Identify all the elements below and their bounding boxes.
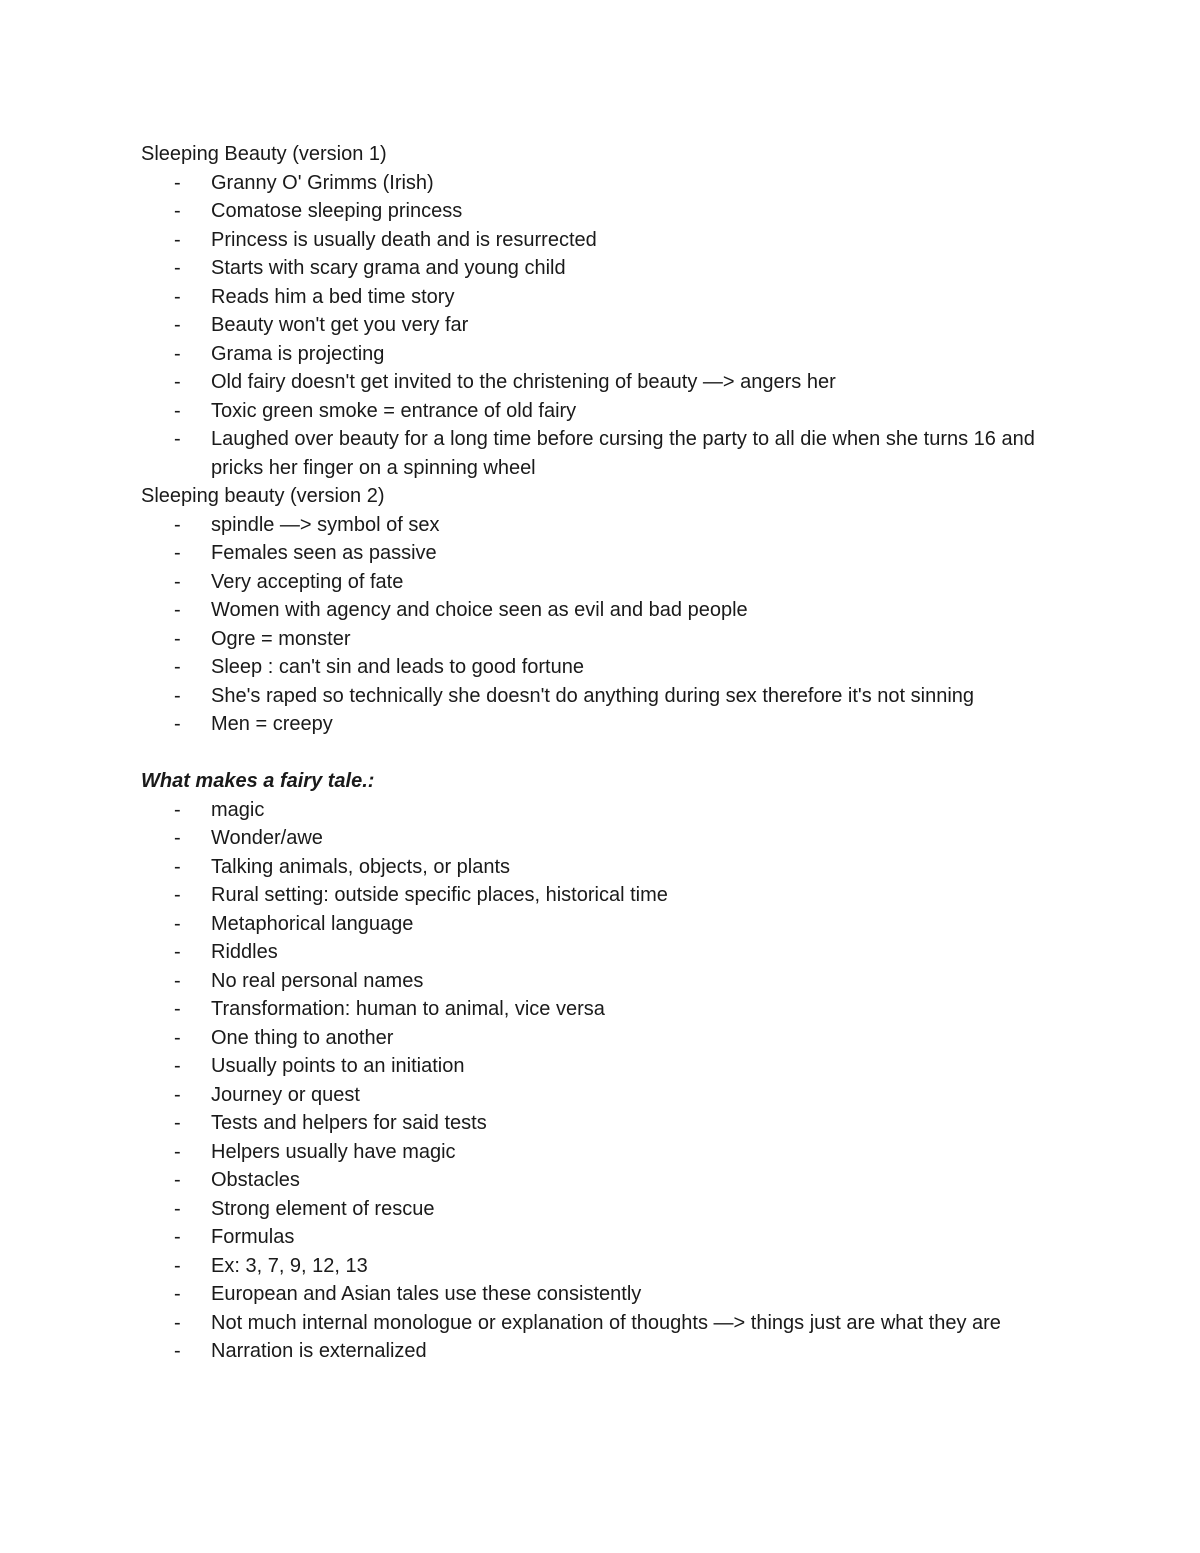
list-item [141,1024,1071,1053]
dash-marker: - [174,1169,181,1191]
list-item [141,596,1071,625]
dash-marker: - [174,542,181,564]
list-item [141,853,1071,882]
list-item [141,1252,1071,1281]
list-item [141,1052,1071,1081]
dash-marker: - [174,1083,181,1106]
list-item [141,568,1071,597]
list-item-text: Sleep : can't sin and leads to good fortune [211,656,584,678]
list-item-text: Journey or quest [211,1083,360,1106]
dash-marker: - [174,627,181,650]
dash-marker: - [174,1112,181,1134]
list-item [141,967,1071,996]
list-item [141,1280,1071,1309]
list-item-text: Tests and helpers for said tests [211,1112,487,1134]
list-item [141,283,1071,312]
bullet-list [141,511,1071,739]
list-item [141,910,1071,939]
dash-marker: - [174,884,181,906]
list-item [141,710,1071,739]
list-item [141,1337,1071,1366]
list-item [141,1166,1071,1195]
list-item-text: Transformation: human to animal, vice versa [211,998,605,1020]
list-item-text: Females seen as passive [211,542,437,564]
list-item [141,653,1071,682]
list-item-text: Narration is externalized [211,1340,427,1362]
dash-marker: - [174,399,181,422]
list-item [141,1138,1071,1167]
list-item [141,682,1071,711]
dash-marker: - [174,1055,181,1077]
dash-marker: - [174,371,181,393]
dash-marker: - [174,314,181,336]
dash-marker: - [174,912,181,935]
list-item-text: Starts with scary grama and young child [211,257,566,279]
list-item [141,1081,1071,1110]
dash-marker: - [174,969,181,992]
list-item [141,1223,1071,1252]
dash-marker: - [174,656,181,678]
section-fairy-tale-elements [141,767,1071,1366]
section-heading: What makes a fairy tale.: [141,770,375,792]
list-item-text: Formulas [211,1226,295,1248]
list-item-text: Riddles [211,941,278,963]
list-item-text: Obstacles [211,1169,300,1191]
list-item-text: Toxic green smoke = entrance of old fairy [211,399,577,422]
list-item-text: Strong element of rescue [211,1197,435,1220]
list-item-text: No real personal names [211,969,424,992]
dash-marker: - [174,1197,181,1220]
dash-marker: - [174,428,181,450]
list-item-text: Women with agency and choice seen as evil and bad people [211,599,748,621]
dash-marker: - [174,257,181,279]
list-item [141,311,1071,340]
list-item-text: She's raped so technically she doesn't do anything during sex therefore it's not sinning [211,684,975,707]
section-version-2 [141,482,1071,739]
list-item-text: Comatose sleeping princess [211,200,463,222]
list-item-text: Helpers usually have magic [211,1140,456,1163]
section-version-1 [141,140,1071,482]
list-item [141,1109,1071,1138]
list-item-text: Ex: 3, 7, 9, 12, 13 [211,1254,368,1277]
list-item [141,881,1071,910]
dash-marker: - [174,342,181,365]
list-item-text: Grama is projecting [211,342,385,365]
list-item-text: Granny O' Grimms (Irish) [211,171,434,194]
dash-marker: - [174,798,181,821]
dash-marker: - [174,684,181,707]
list-item [141,226,1071,255]
list-item-text: magic [211,798,265,821]
section-heading: Sleeping Beauty (version 1) [141,143,387,165]
list-item [141,938,1071,967]
list-item-text: spindle —> symbol of sex [211,513,440,536]
list-item-text: Reads him a bed time story [211,285,455,308]
blank-line [141,739,1071,768]
dash-marker: - [174,1140,181,1163]
document-body [141,140,1071,1366]
dash-marker: - [174,1026,181,1049]
dash-marker: - [174,570,181,593]
dash-marker: - [174,171,181,194]
list-item [141,539,1071,568]
dash-marker: - [174,855,181,878]
section-heading: Sleeping beauty (version 2) [141,485,385,507]
list-item [141,824,1071,853]
list-item-text: Usually points to an initiation [211,1055,465,1077]
dash-marker: - [174,200,181,222]
dash-marker: - [174,1340,181,1362]
list-item-text: European and Asian tales use these consistently [211,1283,642,1305]
list-item-text: Old fairy doesn't get invited to the christening of beauty —> angers her [211,371,836,393]
list-item [141,169,1071,198]
list-item-text: Princess is usually death and is resurrected [211,228,597,251]
bullet-list [141,169,1071,483]
list-item [141,995,1071,1024]
list-item-text: Talking animals, objects, or plants [211,855,511,878]
bullet-list [141,796,1071,1366]
dash-marker: - [174,713,181,735]
dash-marker: - [174,1226,181,1248]
dash-marker: - [174,941,181,963]
dash-marker: - [174,1311,181,1334]
list-item-text: Very accepting of fate [211,570,404,593]
list-item-text: Beauty won't get you very far [211,314,469,336]
list-item-text: Metaphorical language [211,912,414,935]
list-item [141,197,1071,226]
list-item-text: Wonder/awe [211,827,323,849]
dash-marker: - [174,599,181,621]
list-item [141,254,1071,283]
dash-marker: - [174,1283,181,1305]
dash-marker: - [174,228,181,251]
list-item [141,511,1071,540]
list-item-text: Laughed over beauty for a long time before cursing the party to all die when she turns 16 and pricks her finger on a spinning wheel [211,428,1035,479]
list-item [141,1195,1071,1224]
list-item [141,1309,1071,1338]
list-item-text: Ogre = monster [211,627,351,650]
list-item-text: Men = creepy [211,713,333,735]
dash-marker: - [174,998,181,1020]
list-item [141,340,1071,369]
list-item-text: One thing to another [211,1026,394,1049]
list-item [141,625,1071,654]
list-item [141,796,1071,825]
list-item [141,368,1071,397]
list-item-text: Rural setting: outside specific places, historical time [211,884,668,906]
dash-marker: - [174,1254,181,1277]
dash-marker: - [174,513,181,536]
dash-marker: - [174,285,181,308]
list-item-text: Not much internal monologue or explanation of thoughts —> things just are what they are [211,1311,1001,1334]
list-item [141,397,1071,426]
dash-marker: - [174,827,181,849]
list-item [141,425,1071,482]
